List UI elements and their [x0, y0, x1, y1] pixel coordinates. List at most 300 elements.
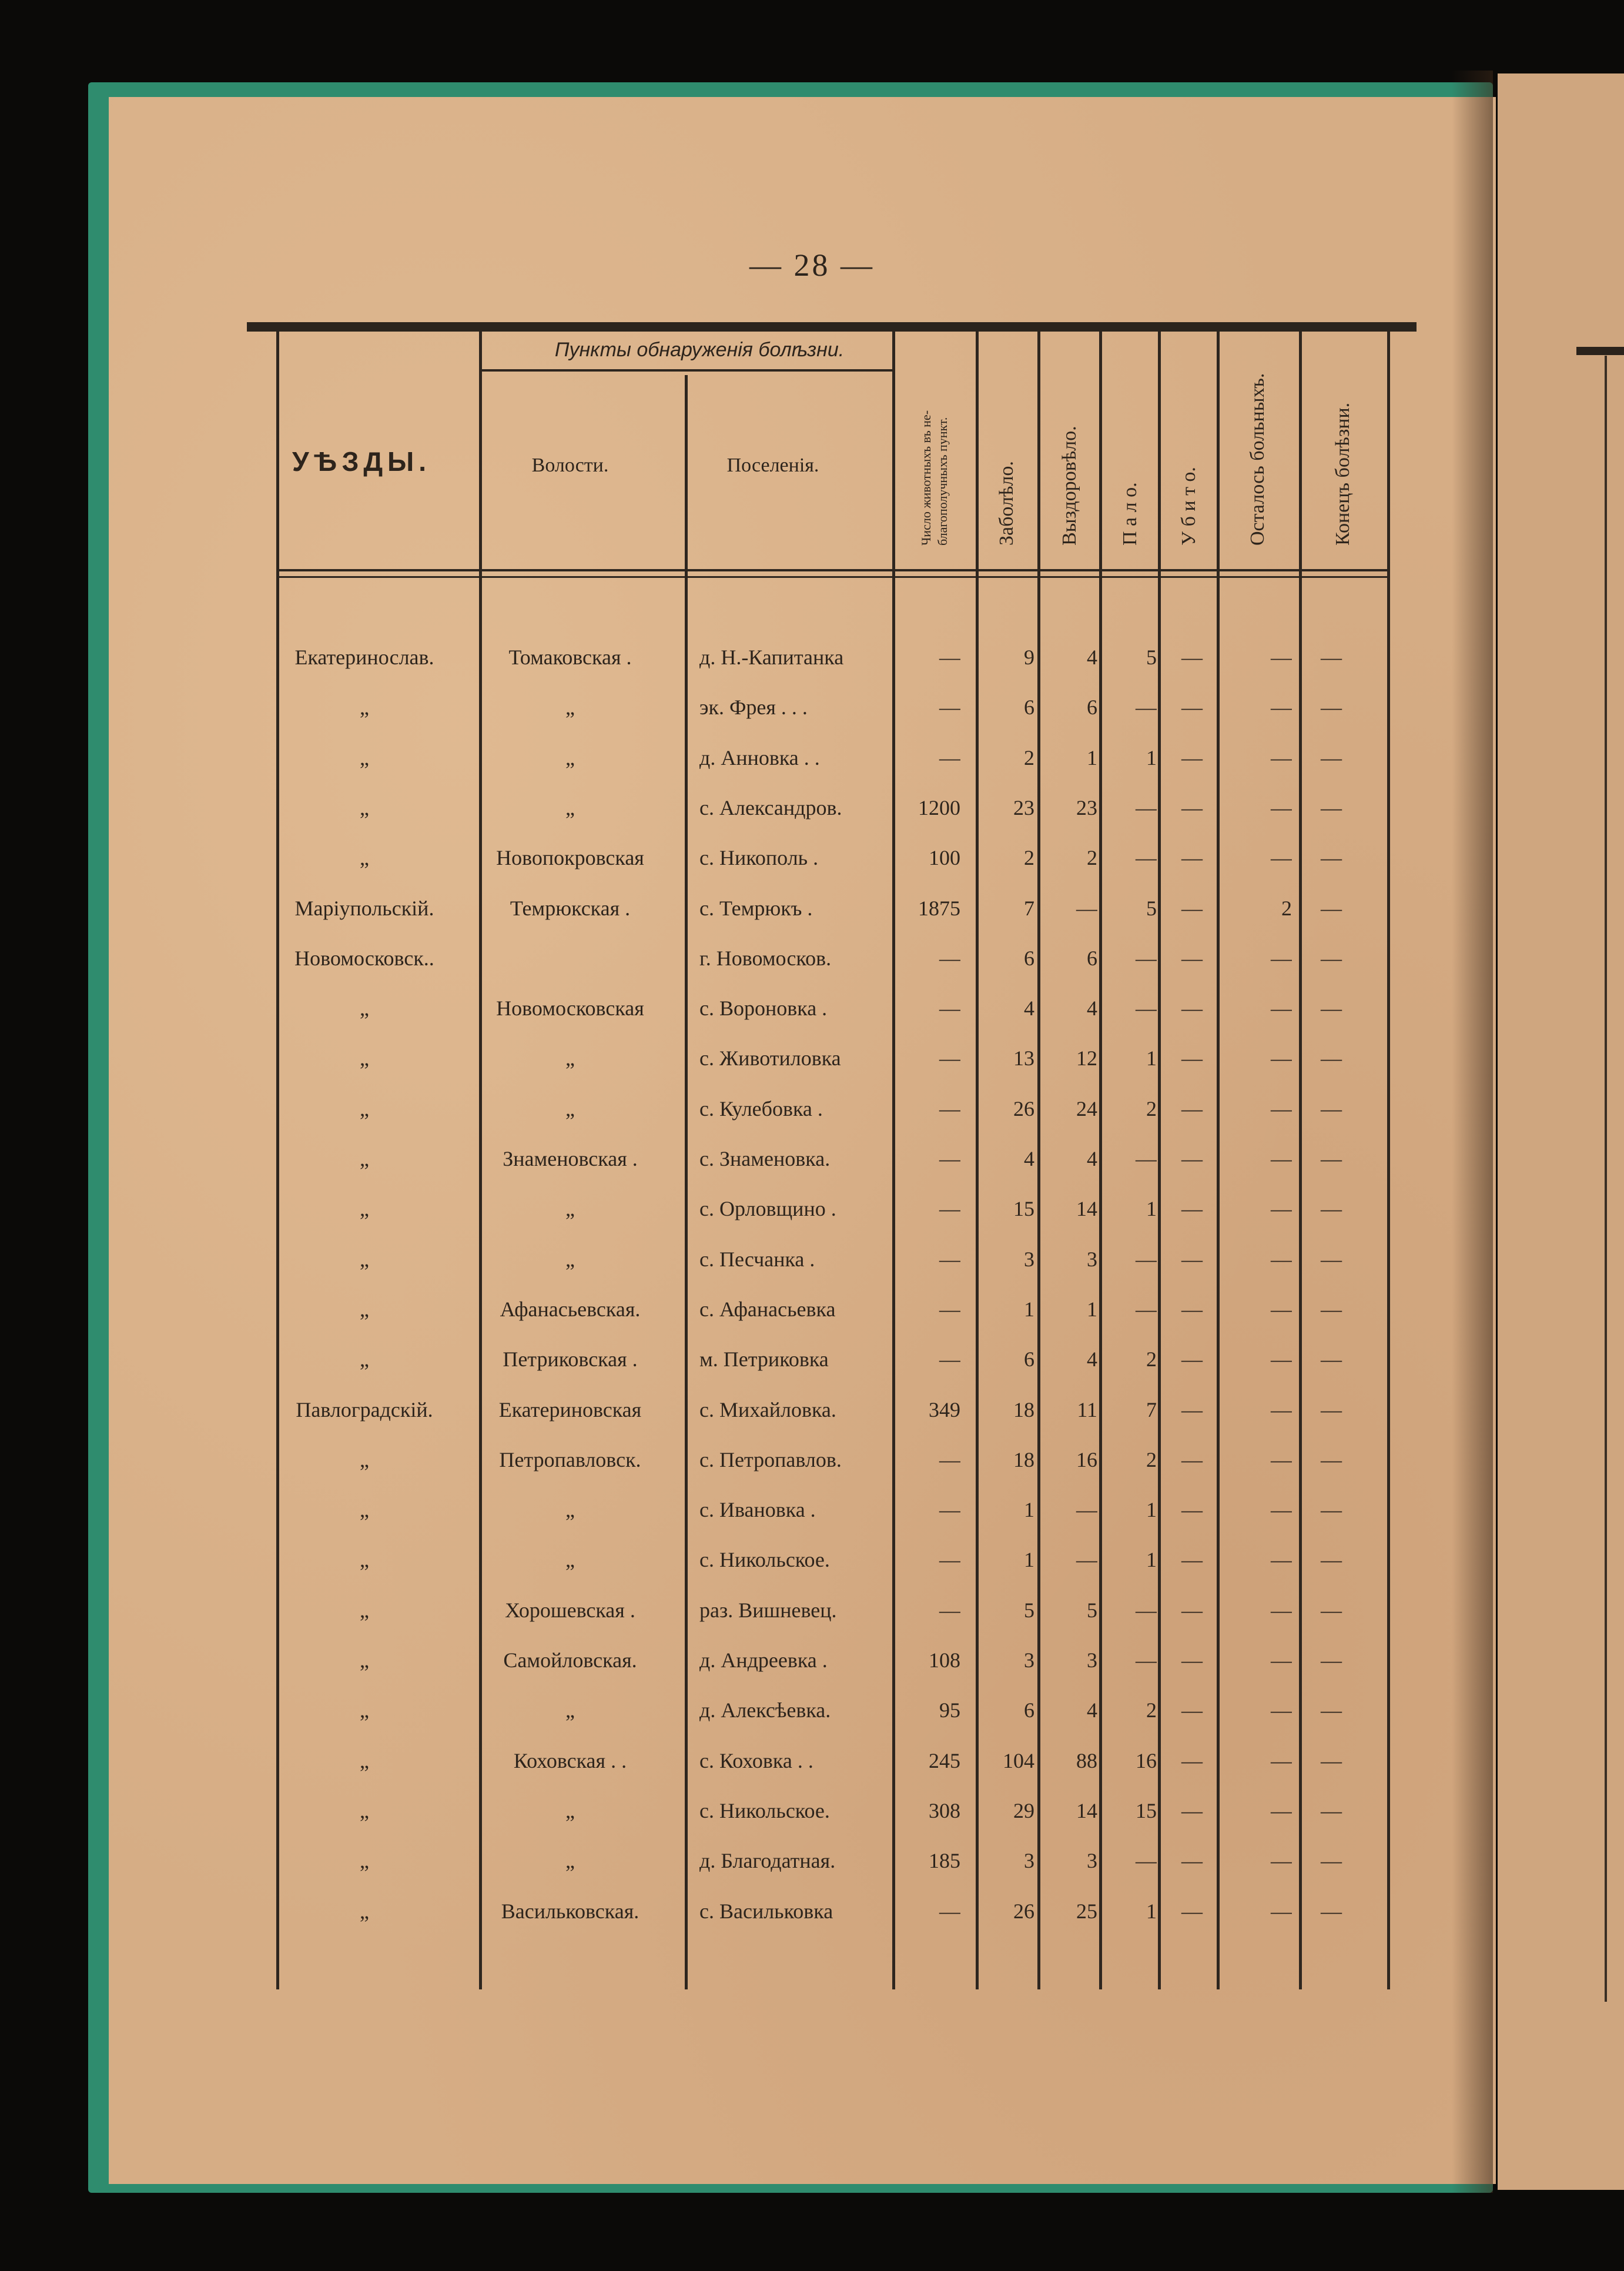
row-ubito: — — [1181, 846, 1203, 870]
row-vyzdorovelo: 4 — [1087, 1698, 1097, 1723]
header-uezdy: УѢЗДЫ. — [292, 446, 431, 477]
row-ubito: — — [1181, 996, 1203, 1021]
row-vyzdorovelo: 3 — [1087, 1849, 1097, 1873]
row-ostalos: — — [1271, 1247, 1292, 1271]
row-volost: „ — [565, 1498, 575, 1522]
table-row — [247, 1442, 1417, 1477]
row-ubito: — — [1181, 1849, 1203, 1873]
row-zabolelo: 6 — [1024, 1347, 1034, 1372]
row-zabolelo: 7 — [1024, 896, 1034, 920]
row-ubito: — — [1181, 795, 1203, 820]
row-konec: — — [1321, 1397, 1342, 1422]
header-volosti: Волости. — [531, 454, 609, 476]
row-palo: — — [1136, 1297, 1157, 1321]
row-zabolelo: 1 — [1024, 1548, 1034, 1572]
row-zabolelo: 18 — [1013, 1447, 1034, 1471]
row-uezd: Новомосковск.. — [294, 946, 434, 970]
row-ubito: — — [1181, 745, 1203, 770]
row-konec: — — [1321, 1548, 1342, 1572]
header-poselenia: Поселенія. — [726, 454, 819, 476]
row-palo: 1 — [1146, 1197, 1157, 1221]
row-chislo: — — [939, 1297, 960, 1321]
table-row — [247, 991, 1417, 1026]
row-uezd: „ — [360, 846, 369, 870]
row-chislo: 245 — [929, 1748, 960, 1772]
row-chislo: — — [939, 1147, 960, 1170]
row-palo: — — [1136, 1648, 1157, 1672]
row-volost: Новопокровская — [496, 846, 644, 870]
row-zabolelo: 6 — [1024, 695, 1034, 720]
row-vyzdorovelo: 3 — [1087, 1247, 1097, 1271]
row-chislo: — — [939, 1347, 960, 1372]
row-chislo: 95 — [939, 1698, 960, 1723]
row-uezd: „ — [360, 695, 369, 720]
row-volost: „ — [565, 1798, 575, 1822]
row-konec: — — [1321, 1598, 1342, 1622]
row-palo: 2 — [1146, 1347, 1157, 1372]
row-uezd: „ — [360, 1748, 369, 1772]
row-chislo: — — [939, 1247, 960, 1271]
row-palo: — — [1136, 1598, 1157, 1622]
table-row — [247, 740, 1417, 775]
table-row — [247, 1492, 1417, 1527]
row-ubito: — — [1181, 1046, 1203, 1071]
row-poselenie: г. Новомосков. — [699, 946, 832, 970]
row-zabolelo: 3 — [1024, 1247, 1034, 1271]
row-chislo: — — [939, 695, 960, 720]
row-vyzdorovelo: — — [1076, 1498, 1097, 1522]
row-vyzdorovelo: 14 — [1076, 1197, 1097, 1221]
row-uezd: „ — [360, 1548, 369, 1572]
row-uezd: „ — [360, 1698, 369, 1723]
row-zabolelo: 23 — [1013, 795, 1034, 820]
table-row — [247, 1041, 1417, 1076]
row-vyzdorovelo: 5 — [1087, 1598, 1097, 1622]
row-ostalos: — — [1271, 1899, 1292, 1923]
row-poselenie: с. Александров. — [699, 795, 842, 820]
row-zabolelo: 1 — [1024, 1297, 1034, 1321]
row-konec: — — [1321, 946, 1342, 970]
header-bottom-rule — [276, 569, 1387, 571]
row-konec: — — [1321, 896, 1342, 920]
table-row — [247, 1643, 1417, 1678]
row-konec: — — [1321, 795, 1342, 820]
row-vyzdorovelo: 11 — [1077, 1397, 1097, 1422]
table-row — [247, 1342, 1417, 1377]
page-gutter-shadow — [1452, 71, 1493, 2193]
table-row — [247, 1743, 1417, 1778]
row-vyzdorovelo: 6 — [1087, 946, 1097, 970]
row-vyzdorovelo: 23 — [1076, 795, 1097, 820]
row-palo: 1 — [1146, 745, 1157, 770]
row-palo: — — [1136, 846, 1157, 870]
header-punkty: Пункты обнаруженія болѣзни. — [554, 339, 845, 361]
row-uezd: „ — [360, 1798, 369, 1822]
row-uezd: „ — [360, 1899, 369, 1923]
table-row — [247, 1693, 1417, 1728]
table-row — [247, 1894, 1417, 1929]
row-vyzdorovelo: 4 — [1087, 1147, 1097, 1170]
row-palo: — — [1136, 1147, 1157, 1170]
row-poselenie: с. Кулебовка . — [699, 1096, 823, 1121]
row-uezd: „ — [360, 1598, 369, 1622]
row-ostalos: — — [1271, 1447, 1292, 1471]
row-ubito: — — [1181, 1247, 1203, 1271]
header-chislo: Число животныхъ въ не-благополучныхъ пункт. — [919, 410, 950, 546]
row-zabolelo: 18 — [1013, 1397, 1034, 1422]
row-volost: Коховская . . — [513, 1748, 627, 1772]
row-poselenie: с. Никольское. — [699, 1798, 830, 1822]
row-uezd: „ — [360, 1147, 369, 1170]
row-volost: Знаменовская . — [503, 1147, 638, 1170]
row-konec: — — [1321, 1247, 1342, 1271]
row-zabolelo: 3 — [1024, 1849, 1034, 1873]
table-row — [247, 1242, 1417, 1277]
table-row — [247, 690, 1417, 725]
row-ubito: — — [1181, 1197, 1203, 1221]
table-row — [247, 1091, 1417, 1126]
row-palo: 15 — [1136, 1798, 1157, 1822]
row-ubito: — — [1181, 1147, 1203, 1170]
header-vyzdorovelo: Выздоровѣло. — [1059, 426, 1080, 546]
row-uezd: Павлоградскій. — [296, 1397, 433, 1422]
row-zabolelo: 5 — [1024, 1598, 1034, 1622]
row-chislo: 1875 — [918, 896, 960, 920]
row-ubito: — — [1181, 896, 1203, 920]
table-row — [247, 941, 1417, 976]
row-ostalos: — — [1271, 996, 1292, 1021]
row-zabolelo: 3 — [1024, 1648, 1034, 1672]
row-poselenie: с. Никольское. — [699, 1548, 830, 1572]
table-row — [247, 1141, 1417, 1176]
table-row — [247, 1593, 1417, 1628]
row-ubito: — — [1181, 695, 1203, 720]
row-poselenie: с. Михайловка. — [699, 1397, 836, 1422]
row-uezd: „ — [360, 1498, 369, 1522]
row-poselenie: с. Коховка . . — [699, 1748, 813, 1772]
row-ostalos: — — [1271, 1648, 1292, 1672]
row-poselenie: д. Благодатная. — [699, 1849, 836, 1873]
row-ubito: — — [1181, 1748, 1203, 1772]
row-ostalos: — — [1271, 645, 1292, 669]
row-chislo: — — [939, 745, 960, 770]
row-konec: — — [1321, 1849, 1342, 1873]
statistics-table — [247, 322, 1417, 1992]
row-vyzdorovelo: 14 — [1076, 1798, 1097, 1822]
row-poselenie: д. Алексѣевка. — [699, 1698, 831, 1723]
row-vyzdorovelo: 16 — [1076, 1447, 1097, 1471]
row-volost: „ — [565, 695, 575, 720]
row-konec: — — [1321, 1197, 1342, 1221]
row-konec: — — [1321, 1798, 1342, 1822]
row-uezd: „ — [360, 795, 369, 820]
row-zabolelo: 26 — [1013, 1899, 1034, 1923]
row-ostalos: — — [1271, 695, 1292, 720]
row-vyzdorovelo: — — [1076, 1548, 1097, 1572]
row-uezd: „ — [360, 1046, 369, 1071]
row-ostalos: — — [1271, 1096, 1292, 1121]
row-konec: — — [1321, 1096, 1342, 1121]
header-palo: П а л о. — [1119, 482, 1141, 546]
row-zabolelo: 13 — [1013, 1046, 1034, 1071]
facing-page-rule — [1576, 347, 1624, 355]
table-row — [247, 840, 1417, 875]
row-ubito: — — [1181, 645, 1203, 669]
row-volost: Хорошевская . — [505, 1598, 635, 1622]
row-konec: — — [1321, 695, 1342, 720]
row-chislo: — — [939, 1197, 960, 1221]
row-uezd: „ — [360, 745, 369, 770]
row-konec: — — [1321, 745, 1342, 770]
row-vyzdorovelo: 24 — [1076, 1096, 1097, 1121]
row-ubito: — — [1181, 1899, 1203, 1923]
row-chislo: — — [939, 1899, 960, 1923]
row-palo: 1 — [1146, 1046, 1157, 1071]
row-palo: 5 — [1146, 896, 1157, 920]
row-chislo: 1200 — [918, 795, 960, 820]
row-palo: — — [1136, 695, 1157, 720]
row-palo: — — [1136, 795, 1157, 820]
table-top-rule — [247, 322, 1417, 332]
row-konec: — — [1321, 1046, 1342, 1071]
row-ostalos: — — [1271, 1197, 1292, 1221]
row-chislo: — — [939, 946, 960, 970]
row-ostalos: 2 — [1281, 896, 1292, 920]
row-ubito: — — [1181, 1648, 1203, 1672]
row-ostalos: — — [1271, 1849, 1292, 1873]
header-ubito: У б и т о. — [1178, 467, 1200, 546]
row-poselenie: с. Знаменовка. — [699, 1147, 831, 1170]
row-konec: — — [1321, 645, 1342, 669]
row-chislo: — — [939, 645, 960, 669]
row-volost: „ — [565, 1096, 575, 1121]
row-uezd: „ — [360, 996, 369, 1021]
header-zabolelo: Заболѣло. — [996, 461, 1017, 546]
row-poselenie: с. Васильковка — [699, 1899, 833, 1923]
row-volost: „ — [565, 1849, 575, 1873]
row-palo: 1 — [1146, 1498, 1157, 1522]
row-zabolelo: 104 — [1003, 1748, 1034, 1772]
row-zabolelo: 2 — [1024, 846, 1034, 870]
facing-page-column-line — [1605, 356, 1607, 2002]
row-volost: Темрюкская . — [510, 896, 631, 920]
row-palo: 5 — [1146, 645, 1157, 669]
row-ubito: — — [1181, 1397, 1203, 1422]
row-uezd: „ — [360, 1197, 369, 1221]
row-volost: Екатериновская — [498, 1397, 642, 1422]
row-poselenie: д. Анновка . . — [699, 745, 820, 770]
row-palo: — — [1136, 946, 1157, 970]
row-ostalos: — — [1271, 1748, 1292, 1772]
row-zabolelo: 26 — [1013, 1096, 1034, 1121]
table-row — [247, 1793, 1417, 1828]
table-row — [247, 891, 1417, 926]
row-poselenie: с. Животиловка — [699, 1046, 841, 1071]
row-zabolelo: 4 — [1024, 1147, 1034, 1170]
table-row — [247, 1542, 1417, 1577]
row-palo: 1 — [1146, 1548, 1157, 1572]
row-ubito: — — [1181, 1498, 1203, 1522]
row-poselenie: д. Андреевка . — [699, 1648, 828, 1672]
row-ostalos: — — [1271, 1147, 1292, 1170]
row-uezd: Маріупольскій. — [294, 896, 434, 920]
row-konec: — — [1321, 1899, 1342, 1923]
row-zabolelo: 6 — [1024, 946, 1034, 970]
row-chislo: 349 — [929, 1397, 960, 1422]
row-poselenie: с. Темрюкъ . — [699, 896, 813, 920]
row-poselenie: с. Петропавлов. — [699, 1447, 842, 1471]
row-poselenie: раз. Вишневец. — [699, 1598, 837, 1622]
row-ubito: — — [1181, 1297, 1203, 1321]
row-zabolelo: 29 — [1013, 1798, 1034, 1822]
row-volost: Петриковская . — [503, 1347, 638, 1372]
row-vyzdorovelo: 1 — [1087, 745, 1097, 770]
row-vyzdorovelo: 3 — [1087, 1648, 1097, 1672]
row-chislo: — — [939, 1096, 960, 1121]
row-konec: — — [1321, 1748, 1342, 1772]
row-ostalos: — — [1271, 1046, 1292, 1071]
row-volost: „ — [565, 1046, 575, 1071]
row-ostalos: — — [1271, 1548, 1292, 1572]
row-ostalos: — — [1271, 745, 1292, 770]
row-vyzdorovelo: 2 — [1087, 846, 1097, 870]
row-ubito: — — [1181, 1548, 1203, 1572]
row-konec: — — [1321, 1498, 1342, 1522]
row-vyzdorovelo: 4 — [1087, 1347, 1097, 1372]
row-palo: 2 — [1146, 1447, 1157, 1471]
row-volost: Афанасьевская. — [500, 1297, 641, 1321]
row-volost: „ — [565, 1698, 575, 1723]
row-poselenie: с. Вороновка . — [699, 996, 828, 1021]
row-vyzdorovelo: 4 — [1087, 996, 1097, 1021]
row-palo: — — [1136, 996, 1157, 1021]
header-ostalos: Осталось больныхъ. — [1247, 373, 1268, 546]
row-ubito: — — [1181, 1347, 1203, 1372]
row-volost: Петропавловск. — [499, 1447, 641, 1471]
row-palo: 2 — [1146, 1096, 1157, 1121]
row-poselenie: с. Афанасьевка — [699, 1297, 836, 1321]
row-poselenie: м. Петриковка — [699, 1347, 829, 1372]
header-bottom-rule-double — [276, 576, 1387, 578]
row-volost: „ — [565, 795, 575, 820]
row-zabolelo: 9 — [1024, 645, 1034, 669]
row-chislo: 185 — [929, 1849, 960, 1873]
row-chislo: — — [939, 1598, 960, 1622]
row-ostalos: — — [1271, 1498, 1292, 1522]
row-ostalos: — — [1271, 1397, 1292, 1422]
row-chislo: — — [939, 1046, 960, 1071]
row-konec: — — [1321, 1447, 1342, 1471]
row-konec: — — [1321, 846, 1342, 870]
row-palo: 1 — [1146, 1899, 1157, 1923]
table-row — [247, 1292, 1417, 1327]
row-uezd: Екатеринослав. — [294, 645, 434, 669]
row-ubito: — — [1181, 1447, 1203, 1471]
table-row — [247, 640, 1417, 675]
row-chislo: — — [939, 1498, 960, 1522]
row-chislo: 308 — [929, 1798, 960, 1822]
row-vyzdorovelo: 12 — [1076, 1046, 1097, 1071]
row-konec: — — [1321, 1648, 1342, 1672]
row-volost: „ — [565, 745, 575, 770]
row-palo: 16 — [1136, 1748, 1157, 1772]
row-poselenie: д. Н.-Капитанка — [699, 645, 844, 669]
row-volost: Томаковская . — [508, 645, 632, 669]
row-volost: „ — [565, 1197, 575, 1221]
row-vyzdorovelo: 25 — [1076, 1899, 1097, 1923]
row-uezd: „ — [360, 1297, 369, 1321]
row-zabolelo: 6 — [1024, 1698, 1034, 1723]
row-ostalos: — — [1271, 1698, 1292, 1723]
row-vyzdorovelo: 6 — [1087, 695, 1097, 720]
row-ostalos: — — [1271, 1798, 1292, 1822]
row-chislo: 100 — [929, 846, 960, 870]
row-palo: 7 — [1146, 1397, 1157, 1422]
row-zabolelo: 4 — [1024, 996, 1034, 1021]
row-chislo: — — [939, 1548, 960, 1572]
row-konec: — — [1321, 1147, 1342, 1170]
row-zabolelo: 15 — [1013, 1197, 1034, 1221]
row-ubito: — — [1181, 1698, 1203, 1723]
row-volost: „ — [565, 1247, 575, 1271]
row-ostalos: — — [1271, 1347, 1292, 1372]
row-ubito: — — [1181, 1096, 1203, 1121]
row-vyzdorovelo: 88 — [1076, 1748, 1097, 1772]
table-row — [247, 790, 1417, 825]
subheader-rule — [479, 369, 892, 372]
row-poselenie: с. Песчанка . — [699, 1247, 815, 1271]
row-chislo: — — [939, 1447, 960, 1471]
row-ostalos: — — [1271, 1598, 1292, 1622]
row-palo: — — [1136, 1849, 1157, 1873]
row-volost — [482, 941, 658, 976]
row-uezd: „ — [360, 1648, 369, 1672]
row-chislo: 108 — [929, 1648, 960, 1672]
row-vyzdorovelo: 4 — [1087, 645, 1097, 669]
row-ostalos: — — [1271, 846, 1292, 870]
row-poselenie: с. Ивановка . — [699, 1498, 816, 1522]
row-palo: — — [1136, 1247, 1157, 1271]
page-number: — 28 — — [749, 247, 875, 283]
row-ostalos: — — [1271, 795, 1292, 820]
row-ostalos: — — [1271, 946, 1292, 970]
row-volost: Васильковская. — [501, 1899, 639, 1923]
row-volost: „ — [565, 1548, 575, 1572]
row-uezd: „ — [360, 1247, 369, 1271]
row-zabolelo: 1 — [1024, 1498, 1034, 1522]
row-chislo: — — [939, 996, 960, 1021]
row-ubito: — — [1181, 1798, 1203, 1822]
row-uezd: „ — [360, 1447, 369, 1471]
row-poselenie: эк. Фрея . . . — [699, 695, 808, 720]
row-konec: — — [1321, 1297, 1342, 1321]
row-vyzdorovelo: 1 — [1087, 1297, 1097, 1321]
row-zabolelo: 2 — [1024, 745, 1034, 770]
table-row — [247, 1191, 1417, 1226]
row-palo: 2 — [1146, 1698, 1157, 1723]
row-konec: — — [1321, 1698, 1342, 1723]
row-uezd: „ — [360, 1347, 369, 1372]
row-ostalos: — — [1271, 1297, 1292, 1321]
row-uezd: „ — [360, 1849, 369, 1873]
table-row — [247, 1843, 1417, 1878]
row-volost: Самойловская. — [503, 1648, 637, 1672]
row-ubito: — — [1181, 1598, 1203, 1622]
row-ubito: — — [1181, 946, 1203, 970]
row-konec: — — [1321, 1347, 1342, 1372]
row-poselenie: с. Никополь . — [699, 846, 819, 870]
row-uezd: „ — [360, 1096, 369, 1121]
